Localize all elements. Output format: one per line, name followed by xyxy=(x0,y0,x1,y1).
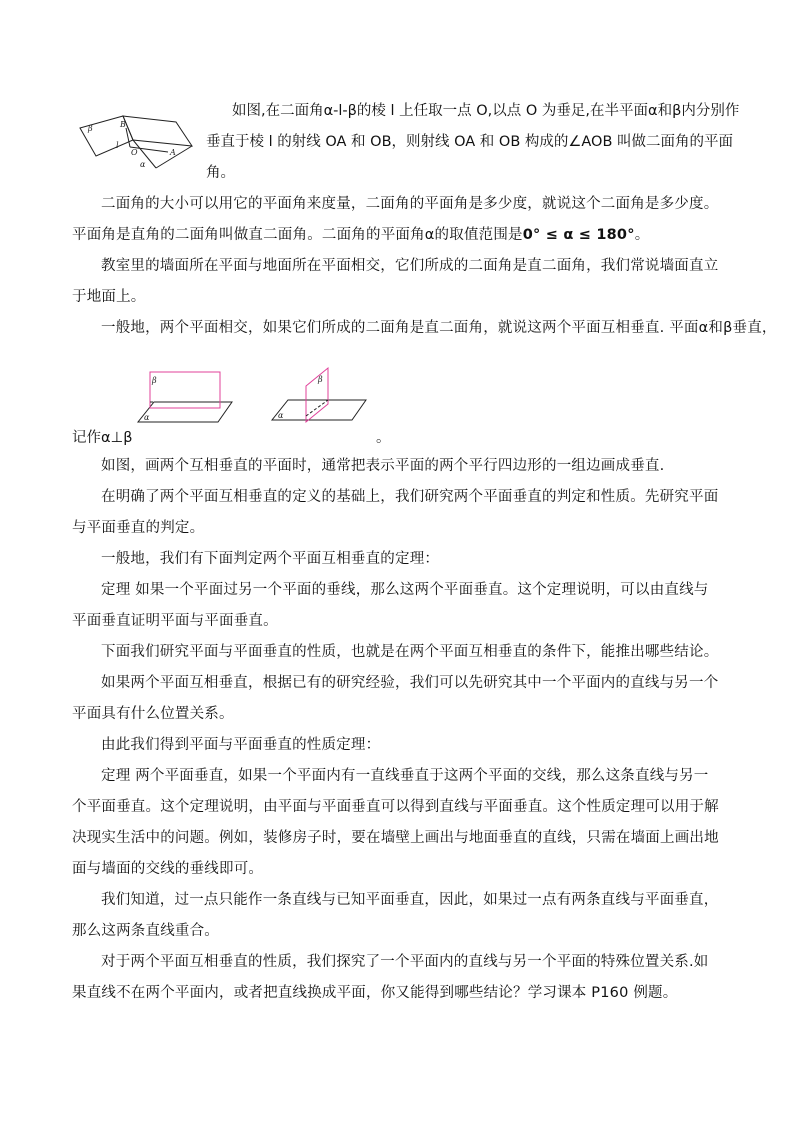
label-l: l xyxy=(116,141,119,150)
label-beta: β xyxy=(88,124,93,133)
horizontal-plane-alpha xyxy=(272,400,366,420)
notation-end: 。 xyxy=(376,430,391,446)
vertical-plane-beta xyxy=(306,368,328,422)
paragraph-property-intro: 下面我们研究平面与平面垂直的性质，也就是在两个平面互相垂直的条件下，能推出哪些结论。 xyxy=(101,644,719,660)
paragraph-research-intro: 在明确了两个平面互相垂直的定义的基础上，我们研究两个平面垂直的判定和性质。先研究平面与平面垂直的判定。 xyxy=(72,489,719,536)
notation-line: 记作α⊥β xyxy=(72,430,133,446)
svg-text:α: α xyxy=(278,411,284,420)
label-a: A xyxy=(170,148,176,157)
paragraph-plane-angle: 二面角的大小可以用它的平面角来度量，二面角的平面角是多少度，就说这个二面角是多少度。平面角是直角的二面角叫做直二面角。二面角的平面角α的取值范围是0° ≤ α ≤ 180°。 xyxy=(72,196,719,243)
paragraph-drawing-note: 如图，画两个互相垂直的平面时，通常把表示平面的两个平行四边形的一组边画成垂直. xyxy=(101,458,665,474)
paragraph-classroom: 教室里的墙面所在平面与地面所在平面相交，它们所成的二面角是直二面角，我们常说墙面直立于地面上。 xyxy=(72,258,719,305)
angle-range: 0° ≤ α ≤ 180° xyxy=(522,227,635,243)
perpendicular-planes-figure-2 xyxy=(268,366,368,426)
intro-line-3: 角。 xyxy=(206,165,235,181)
paragraph-research-experience: 如果两个平面互相垂直，根据已有的研究经验，我们可以先研究其中一个平面内的直线与另一个平面具有什么位置关系。 xyxy=(72,675,719,722)
plane-alpha-shape xyxy=(123,116,192,146)
svg-text:β: β xyxy=(318,375,323,384)
label-alpha: α xyxy=(140,160,146,169)
label-o: O xyxy=(131,148,138,157)
intro-line-1: 如图,在二面角α-l-β的棱 l 上任取一点 O,以点 O 为垂足,在半平面α和β内分别作 xyxy=(232,103,740,119)
paragraph-property-theorem: 定理 两个平面垂直，如果一个平面内有一直线垂直于这两个平面的交线，那么这条直线与另一个平面垂直。这个定理说明，由平面与平面垂直可以得到直线与平面垂直。这个性质定理可以用于解决现实生活中的问题。例如，装修房子时，要在墙壁上画出与地面垂直的直线，只需在墙面上画出地面与墙面的交线的垂线即可。 xyxy=(72,768,719,877)
intro-line-2: 垂直于棱 l 的射线 OA 和 OB，则射线 OA 和 OB 构成的∠AOB 叫做二面角的平面 xyxy=(206,134,734,150)
paragraph-property-lead: 由此我们得到平面与平面垂直的性质定理： xyxy=(101,737,381,753)
vertical-plane-beta xyxy=(150,372,220,408)
perpendicular-planes-figure-1 xyxy=(136,370,236,426)
paragraph-judgement-theorem: 定理 如果一个平面过另一个平面的垂线，那么这两个平面垂直。这个定理说明，可以由直线与平面垂直证明平面与平面垂直。 xyxy=(72,582,709,629)
horizontal-plane-alpha xyxy=(138,402,232,422)
paragraph-judgement-intro: 一般地，我们有下面判定两个平面互相垂直的定理： xyxy=(101,551,440,567)
label-b: B xyxy=(120,120,126,129)
paragraph-definition: 一般地，两个平面相交，如果它们所成的二面角是直二面角，就说这两个平面互相垂直. 平面α和β垂直， xyxy=(101,320,777,336)
dihedral-angle-figure xyxy=(76,112,194,174)
svg-text:β: β xyxy=(152,376,157,385)
svg-text:α: α xyxy=(144,413,150,422)
paragraph-unique-perpendicular: 我们知道，过一点只能作一条直线与已知平面垂直，因此，如果过一点有两条直线与平面垂直，那么这两条直线重合。 xyxy=(72,892,719,939)
paragraph-exploration: 对于两个平面互相垂直的性质，我们探究了一个平面内的直线与另一个平面的特殊位置关系.如果直线不在两个平面内，或者把直线换成平面，你又能得到哪些结论？学习课本 P160 例题。 xyxy=(72,954,709,1001)
